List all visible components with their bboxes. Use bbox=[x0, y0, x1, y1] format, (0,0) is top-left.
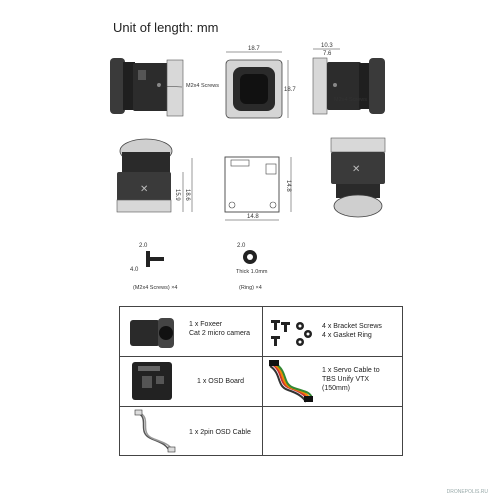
ring-dim: 2.0 bbox=[237, 243, 246, 249]
package-item-osd-cable bbox=[120, 406, 262, 457]
osd-board-icon bbox=[130, 360, 178, 402]
screw-dim-b: 4.0 bbox=[130, 267, 139, 273]
package-item-servo-cable bbox=[262, 356, 404, 406]
camera-front-view bbox=[226, 60, 282, 118]
package-item-screws bbox=[262, 307, 404, 356]
screw-dim-a: 2.0 bbox=[139, 243, 148, 249]
screws-icon bbox=[266, 312, 316, 352]
package-item-osd-board-label: 1 x OSD Board bbox=[197, 378, 245, 385]
camera-side-view-left bbox=[110, 58, 183, 116]
camera-height-dim-1: 15.9 bbox=[174, 189, 180, 201]
front-height-dim: 18.7 bbox=[284, 87, 296, 93]
camera-icon bbox=[128, 312, 180, 352]
package-empty-cell bbox=[262, 406, 404, 457]
screw-part-drawing bbox=[146, 251, 164, 267]
board-width-dim: 14.8 bbox=[247, 214, 259, 220]
package-item-osd-board bbox=[120, 356, 262, 406]
ring-part-drawing bbox=[243, 250, 257, 264]
side-dim-b: 7.6 bbox=[323, 51, 332, 57]
camera-rear-view bbox=[331, 138, 385, 217]
unit-title: Unit of length: mm bbox=[113, 20, 219, 35]
package-item-osd-cable-label: 1 x 2pin OSD Cable bbox=[189, 429, 251, 436]
camera-angle-view bbox=[117, 139, 172, 212]
camera-height-dim-2: 18.6 bbox=[184, 189, 190, 201]
screws-label-left: M2x4 Screws bbox=[186, 83, 220, 89]
watermark: DRONEPOLIS.RU bbox=[446, 489, 488, 495]
ring-thickness: Thick 1.0mm bbox=[236, 269, 268, 275]
svg-text:✕: ✕ bbox=[352, 164, 361, 175]
package-item-camera-label: 1 x Foxeer Cat 2 micro camera bbox=[189, 321, 251, 337]
package-item-servo-cable-label: 1 x Servo Cable to TBS Unify VTX (150mm) bbox=[322, 367, 380, 392]
ring-caption: (Ring) ×4 bbox=[239, 285, 262, 291]
package-item-camera bbox=[120, 307, 262, 356]
board-height-dim: 14.8 bbox=[285, 180, 291, 192]
screws-label-right: M2x4 Screws bbox=[334, 97, 368, 103]
servo-cable-icon bbox=[266, 358, 314, 404]
camera-side-view-right bbox=[313, 58, 385, 114]
package-contents-table bbox=[119, 306, 403, 456]
svg-text:✕: ✕ bbox=[140, 184, 149, 195]
osd-cable-icon bbox=[130, 409, 178, 455]
screw-caption: (M2x4 Screws) ×4 bbox=[133, 285, 178, 291]
side-dim-a: 10.3 bbox=[321, 43, 333, 49]
front-width-dim: 18.7 bbox=[248, 46, 260, 52]
package-item-screws-label: 4 x Bracket Screws 4 x Gasket Ring bbox=[322, 323, 382, 339]
osd-board-drawing bbox=[225, 157, 279, 212]
